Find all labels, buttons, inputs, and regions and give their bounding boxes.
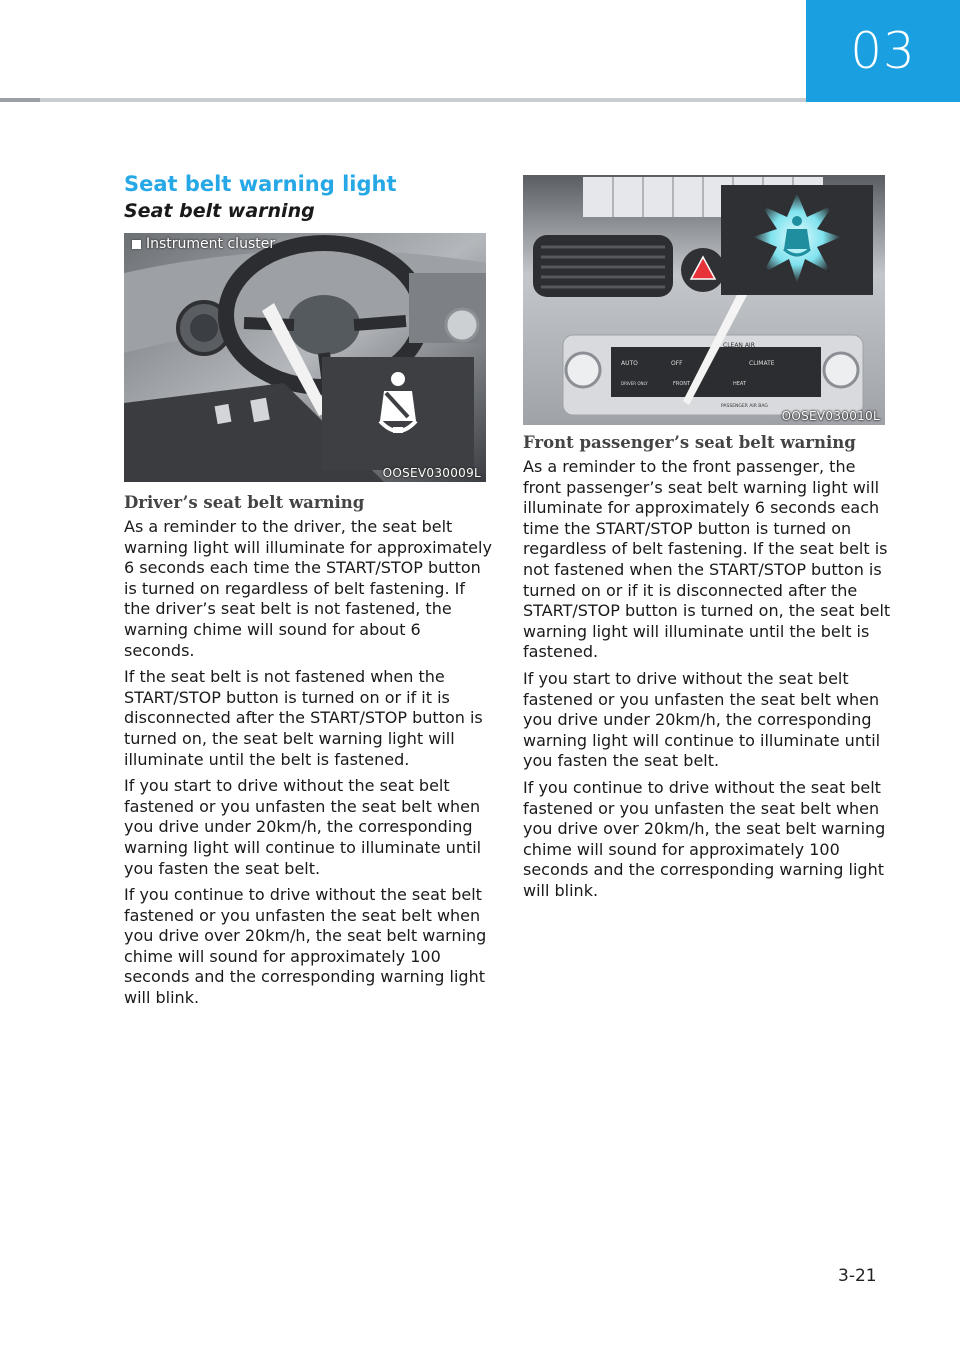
driver-warning-heading: Driver’s seat belt warning [124, 493, 365, 512]
section-title: Seat belt warning light [124, 172, 397, 196]
passenger-airbag-label: PASSENGER AIR BAG [721, 404, 768, 409]
paragraph: If you continue to drive without the seat belt fastened or you unfasten the seat belt when you drive over 20km/h, the seat belt warning chime will sound for approximately 100 seconds and the corresponding warning light will blink. [523, 777, 886, 900]
figure-code: OOSEV030009L [382, 466, 481, 480]
chapter-tab [806, 0, 960, 102]
paragraph: If you start to drive without the seat belt fastened or you unfasten the seat belt when you drive under 20km/h, the corresponding warning light will continue to illuminate until you fasten the seat belt. [523, 668, 881, 771]
figure-label: Instrument cluster [132, 236, 275, 252]
chapter-number: 03 [850, 22, 916, 80]
paragraph: If you continue to drive without the seat belt fastened or you unfasten the seat belt when you drive over 20km/h, the seat belt warning chime will sound for approximately 100 seconds and the corresponding warning light will blink. [124, 885, 487, 1008]
figure-center-console [523, 175, 885, 425]
climate-label: CLIMATE [749, 360, 775, 367]
clean-air-label: CLEAN AIR [723, 342, 755, 349]
figure-instrument-cluster [124, 233, 486, 482]
driver-only-label: DRIVER ONLY [621, 381, 648, 386]
header-rule [0, 98, 806, 102]
heat-label: HEAT [733, 381, 747, 387]
paragraph: If the seat belt is not fastened when the START/STOP button is turned on or if it is disconnected after the START/STOP button is turned on, the seat belt warning light will illuminate until the belt is fastened. [124, 667, 483, 769]
right-column [523, 433, 891, 907]
front-label: FRONT [673, 381, 691, 387]
off-label: OFF [671, 360, 683, 367]
figure-code: OOSEV030010L [781, 409, 880, 423]
paragraph: As a reminder to the driver, the seat belt warning light will illuminate for approximately 6 seconds each time the START/STOP button is turned on regardless of belt fastening. If the driver’s seat belt is not fastened, the warning chime will sound for about 6 seconds. [124, 517, 492, 660]
cockpit-illustration [124, 233, 486, 482]
passenger-warning-heading: Front passenger’s seat belt warning [523, 433, 856, 452]
auto-label: AUTO [621, 360, 638, 367]
left-column [124, 493, 492, 1015]
paragraph: As a reminder to the front passenger, the front passenger’s seat belt warning light will illuminate for approximately 6 seconds each time the START/STOP button is turned on regardless of belt fastening. If the seat belt is not fastened when the START/STOP button is turned on or if it is disconnected after the START/STOP button is turned on, the seat belt warning light will illuminate until the belt is fastened. [523, 457, 891, 662]
paragraph: If you start to drive without the seat belt fastened or you unfasten the seat belt when you drive under 20km/h, the corresponding warning light will continue to illuminate until you fasten the seat belt. [124, 776, 482, 878]
subsection-title: Seat belt warning [124, 200, 315, 222]
console-illustration [523, 175, 885, 425]
page-number: 3-21 [838, 1266, 877, 1286]
